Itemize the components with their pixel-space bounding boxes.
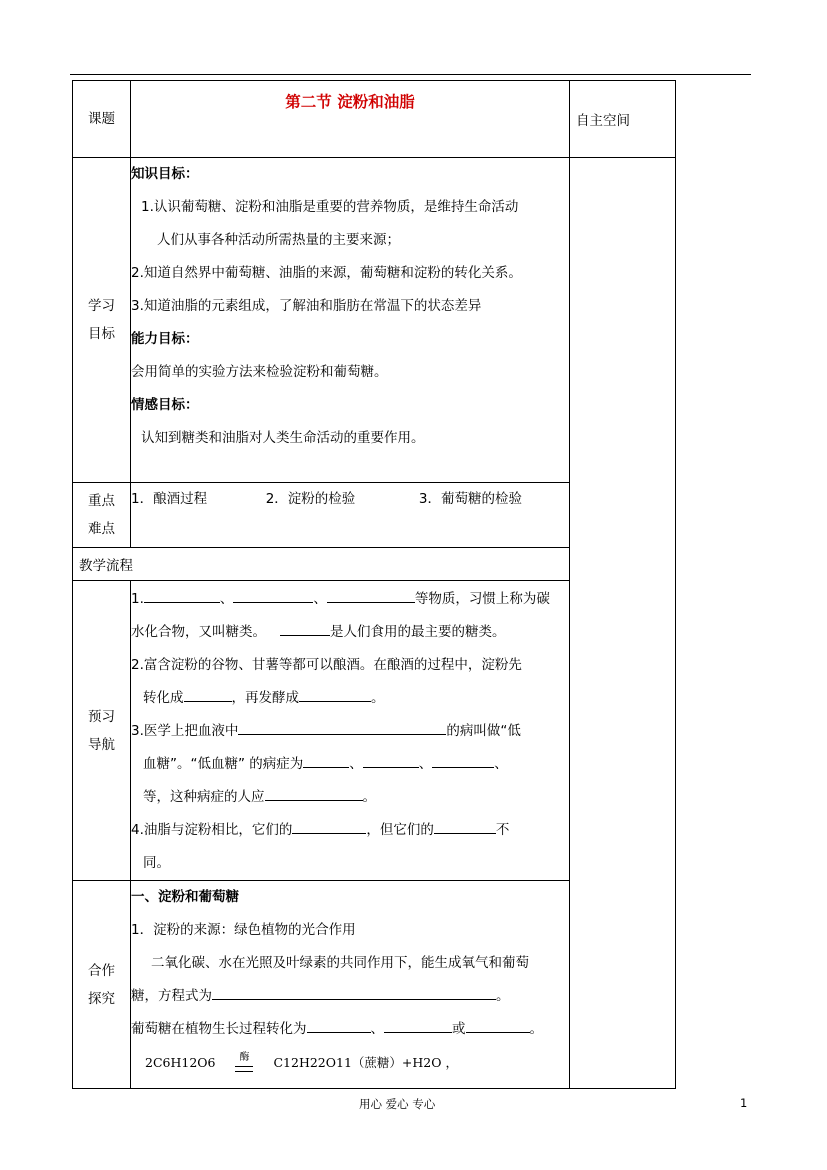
page-number: 1 [740, 1096, 748, 1110]
flow-label: 教学流程 [79, 558, 133, 574]
text: 的病叫做“低 [446, 723, 521, 739]
objectives-content [131, 158, 570, 483]
knowledge-item: 1.认识葡萄糖、淀粉和油脂是重要的营养物质，是维持生命活动 [141, 199, 519, 215]
text: 。 [371, 690, 385, 706]
fill-blank[interactable] [238, 720, 446, 735]
fill-blank[interactable] [233, 588, 313, 603]
fill-blank[interactable] [184, 687, 232, 702]
preview-q2: 2.富含淀粉的谷物、甘薯等都可以酿酒。在酿酒的过程中，淀粉先 [131, 657, 522, 673]
text: 糖，方程式为 [131, 988, 212, 1004]
self-space-label: 自主空间 [576, 113, 630, 129]
explore-paragraph [131, 1013, 569, 1046]
label-line: 重点 [88, 493, 115, 509]
key-points-label [73, 483, 131, 548]
text: 。 [496, 988, 510, 1004]
explore-label [73, 881, 131, 1089]
objectives-label [73, 158, 131, 483]
equation-arrow [227, 1053, 261, 1072]
label-text: 课题 [88, 111, 115, 127]
text: 等，这种病症的人应 [143, 789, 265, 805]
label-line: 导航 [88, 736, 115, 753]
preview-q1-cont [131, 616, 569, 649]
label-line: 难点 [88, 521, 115, 537]
fill-blank[interactable] [265, 786, 363, 801]
text: 1. [131, 591, 144, 607]
explore-content [131, 881, 570, 1089]
text: 、 [370, 1021, 384, 1037]
text: 或 [452, 1021, 466, 1037]
fill-blank[interactable] [363, 753, 419, 768]
text: 、 [418, 756, 433, 772]
preview-q3-cont2 [131, 781, 569, 814]
ability-text: 会用简单的实验方法来检验淀粉和葡萄糖。 [131, 364, 388, 380]
objectives-row [73, 158, 676, 483]
knowledge-heading: 知识目标： [131, 166, 199, 182]
self-space-header [570, 81, 676, 158]
fill-blank[interactable] [434, 819, 496, 834]
label-line: 合作 [88, 962, 115, 979]
preview-q4 [131, 814, 569, 847]
preview-q4-cont: 同。 [143, 855, 170, 871]
text: 、 [219, 591, 234, 607]
text: ，再发酵成 [231, 690, 299, 706]
title-row-label [73, 81, 131, 158]
text: 。 [362, 789, 376, 805]
text: 。 [529, 1021, 543, 1037]
equation-product: C12H22O11（蔗糖）+H2O ， [273, 1055, 458, 1070]
key-points-content [131, 483, 570, 548]
self-space-column [570, 158, 676, 1089]
equation-condition: 酶 [239, 1052, 250, 1063]
knowledge-item-cont: 人们从事各种活动所需热量的主要来源； [157, 232, 400, 248]
fill-blank[interactable] [303, 753, 349, 768]
fill-blank[interactable] [144, 588, 220, 603]
preview-q2-cont [131, 682, 569, 715]
text: 、 [349, 756, 363, 772]
fill-blank[interactable] [327, 588, 415, 603]
text: 、 [494, 756, 508, 772]
fill-blank[interactable] [280, 621, 330, 636]
label-line: 探究 [88, 990, 115, 1007]
text: ，但它们的 [366, 822, 434, 838]
section-heading: 一、淀粉和葡萄糖 [131, 889, 239, 905]
knowledge-item: 2.知道自然界中葡萄糖、油脂的来源，葡萄糖和淀粉的转化关系。 [131, 265, 522, 281]
text: 4.油脂与淀粉相比，它们的 [131, 822, 293, 838]
title-cell [131, 81, 570, 158]
key-point-item: 3．葡萄糖的检验 [418, 491, 522, 507]
text: 不 [495, 822, 510, 838]
preview-q3-cont [131, 748, 569, 781]
explore-paragraph-cont [131, 980, 569, 1013]
preview-label [73, 581, 131, 881]
preview-q3 [131, 715, 569, 748]
fill-blank[interactable] [384, 1018, 452, 1033]
chemical-equation [131, 1046, 569, 1079]
emotion-heading: 情感目标： [131, 397, 199, 413]
label-line: 预习 [88, 708, 115, 725]
fill-blank[interactable] [212, 985, 496, 1000]
footer-motto: 用心 爱心 专心 [359, 1097, 436, 1111]
equals-sign-icon [235, 1066, 253, 1072]
equation-reactant: 2C6H12O6 [145, 1055, 216, 1070]
fill-blank[interactable] [466, 1018, 530, 1033]
lesson-title: 第二节 淀粉和油脂 [285, 92, 415, 111]
preview-content [131, 581, 570, 881]
explore-paragraph: 二氧化碳、水在光照及叶绿素的共同作用下，能生成氧气和葡萄 [151, 955, 529, 971]
flow-cell [73, 548, 570, 581]
text: 葡萄糖在植物生长过程转化为 [131, 1021, 307, 1037]
knowledge-item: 3.知道油脂的元素组成，了解油和脂肪在常温下的状态差异 [131, 298, 482, 314]
preview-q1 [131, 583, 569, 616]
title-row [73, 81, 676, 158]
fill-blank[interactable] [307, 1018, 371, 1033]
label-line: 目标 [88, 326, 115, 342]
text: 等物质，习惯上称为碳 [414, 591, 550, 607]
explore-item: 1．淀粉的来源：绿色植物的光合作用 [131, 922, 356, 938]
text: 、 [313, 591, 327, 607]
key-point-item: 1．酿酒过程 [131, 491, 208, 507]
fill-blank[interactable] [299, 687, 371, 702]
label-line: 学习 [88, 298, 115, 314]
header-rule [70, 74, 751, 75]
ability-heading: 能力目标： [131, 331, 199, 347]
emotion-text: 认知到糖类和油脂对人类生命活动的重要作用。 [141, 430, 425, 446]
fill-blank[interactable] [432, 753, 494, 768]
text: 血糖”。“低血糖” 的病症为 [143, 756, 304, 772]
text: 3.医学上把血液中 [131, 723, 239, 739]
text: 水化合物，又叫糖类。 [131, 624, 266, 640]
lesson-plan-table [72, 80, 676, 1089]
fill-blank[interactable] [292, 819, 366, 834]
text: 是人们食用的最主要的糖类。 [330, 624, 506, 640]
text: 转化成 [143, 690, 184, 706]
key-point-item: 2．淀粉的检验 [265, 491, 356, 507]
